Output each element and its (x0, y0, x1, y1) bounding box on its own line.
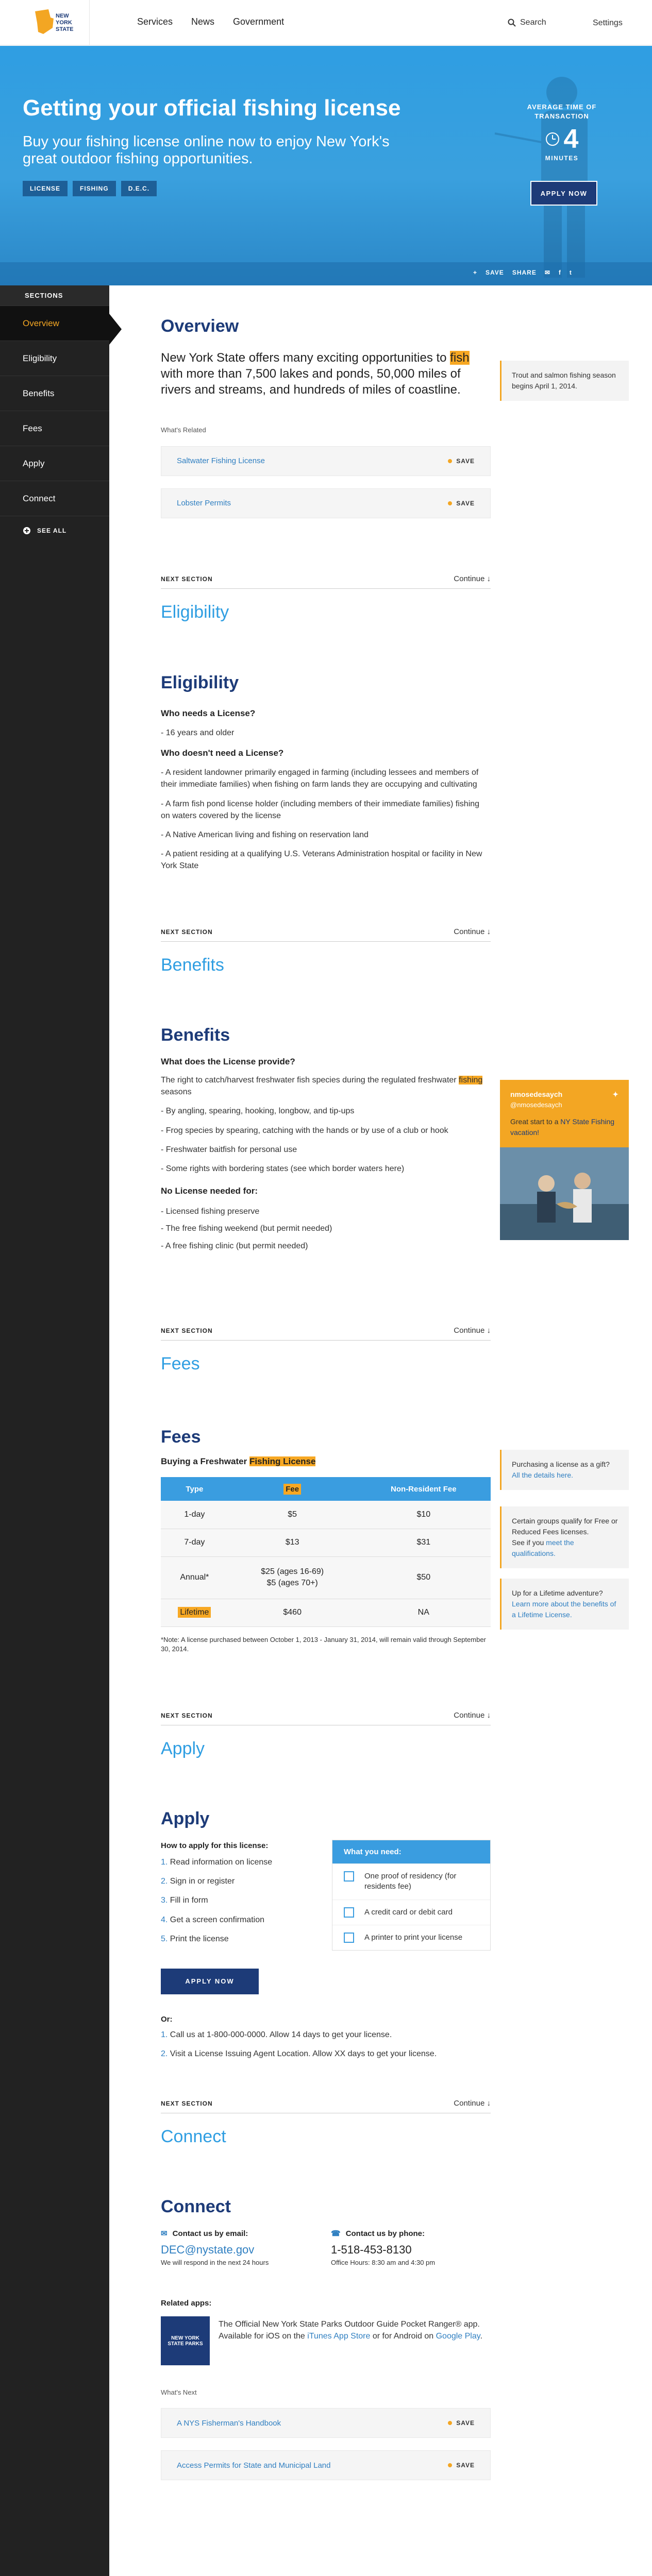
need-text: One proof of residency (for residents fee) (364, 1872, 457, 1891)
rail-note-qualifications (500, 1506, 629, 1568)
step-number: 2. (161, 2049, 170, 2059)
list-item: - A resident landowner primarily engaged in farming (including lessees and members of their immediate families) when fishing on farm lands they are occupying and cultivating (161, 768, 479, 789)
tweet-handle-at: @nmosedesaych (510, 1101, 562, 1109)
column-header (228, 1477, 357, 1501)
connect-title: Connect (161, 2197, 231, 2216)
apply-section (161, 1809, 491, 2067)
lead-highlight: fish (450, 351, 470, 365)
sidebar-item-overview[interactable]: Overview (0, 306, 109, 341)
search-button[interactable] (508, 14, 585, 31)
hero-title: Getting your official fishing license (23, 95, 401, 121)
step-text: Visit a License Issuing Agent Location. Allow XX days to get your license. (170, 2049, 437, 2059)
list-item-text: A resident landowner primarily engaged in farming (including lessees and members of their immediate families) when fishing on farm lands they are occupying and cultivating (161, 768, 479, 789)
continue-link[interactable]: Continue ↓ (454, 927, 491, 936)
svg-text:NEW: NEW (56, 13, 69, 19)
table-cell: $5 (228, 1501, 357, 1529)
step-number: 3. (161, 1896, 170, 1905)
next-section-title[interactable]: Benefits (161, 955, 224, 975)
need-text: A printer to print your license (364, 1933, 463, 1942)
fees-subtitle (161, 1456, 491, 1467)
overview-section (161, 316, 491, 518)
save-dot-icon (448, 2421, 452, 2425)
next-section-eligibility (161, 574, 491, 622)
step-number: 5. (161, 1934, 170, 1943)
hero-banner (0, 46, 652, 285)
list-item-text: The free fishing weekend (but permit needed) (165, 1224, 332, 1233)
save-label: SAVE (456, 2462, 475, 2469)
benefits-q1: What does the License provide? (161, 1057, 295, 1066)
benefits-list2 (161, 1206, 491, 1252)
contact-email (161, 2229, 315, 2266)
whats-next-label: What's Next (161, 2388, 197, 2396)
next-section-title[interactable]: Connect (161, 2127, 226, 2146)
tweet-handle[interactable]: nmosedesaych (510, 1090, 563, 1098)
table-cell: NA (357, 1599, 491, 1626)
save-dot-icon (448, 2463, 452, 2467)
table-row (161, 1556, 491, 1599)
hero-subtitle: Buy your fishing license online now to enjoy New York's great outdoor fishing opportunities. (23, 133, 390, 167)
continue-label: Continue (454, 1326, 485, 1335)
nav-news[interactable]: News (191, 16, 215, 27)
next-section-bar (161, 927, 491, 942)
step-number: 1. (161, 1858, 170, 1867)
continue-link[interactable]: Continue ↓ (454, 2099, 491, 2108)
avg-value: 4 (563, 124, 579, 155)
eligibility-q1: Who needs a License? (161, 708, 256, 718)
step-number: 4. (161, 1915, 170, 1924)
section-sidebar (0, 285, 109, 2576)
table-cell: $460 (228, 1599, 357, 1626)
save-link[interactable] (448, 457, 475, 465)
hero-tags (23, 181, 157, 196)
next-section-label: NEXT SECTION (161, 1711, 213, 1719)
need-text: A credit card or debit card (364, 1907, 453, 1917)
tweet-link[interactable]: NY State Fishing vacation! (510, 1117, 615, 1137)
step-text: Call us at 1-800-000-0000. Allow 14 days to get your license. (170, 2030, 392, 2039)
list-item: - Some rights with bordering states (see which border waters here) (161, 1164, 405, 1173)
related-label: What's Related (161, 426, 206, 434)
share-label: SHARE (512, 269, 537, 276)
rail-note-text2: See if you (512, 1538, 546, 1547)
twitter-card (500, 1080, 629, 1278)
rail-note-text: Up for a Lifetime adventure? (512, 1589, 603, 1597)
rail-note-link[interactable]: All the details here. (512, 1471, 574, 1479)
continue-label: Continue (454, 927, 485, 936)
share-row (473, 269, 572, 276)
email-share-icon[interactable]: ✉ (544, 269, 550, 276)
sidebar-item-benefits[interactable]: Benefits (0, 376, 109, 411)
related-card[interactable] (161, 2450, 491, 2480)
apply-now-button[interactable]: APPLY NOW (161, 1969, 259, 1994)
google-play-link[interactable]: Google Play (436, 2332, 480, 2341)
avg-unit: MINUTES (545, 155, 579, 162)
continue-label: Continue (454, 2099, 485, 2108)
next-section-title[interactable]: Eligibility (161, 602, 229, 622)
nys-logo-icon (33, 7, 79, 38)
sidebar-item-eligibility[interactable]: Eligibility (0, 341, 109, 376)
table-cell: $50 (357, 1556, 491, 1599)
list-item: - Freshwater baitfish for personal use (161, 1145, 297, 1154)
step-item (161, 2029, 491, 2041)
top-header (0, 0, 652, 45)
overview-title: Overview (161, 316, 239, 336)
table-cell: 7-day (161, 1529, 228, 1556)
continue-label: Continue (454, 574, 485, 583)
rail-note-link[interactable]: meet the qualifications. (512, 1538, 574, 1557)
list-item-text: A patient residing at a qualifying U.S. Veterans Administration hospital or facility in New York State (161, 850, 482, 871)
credit-card-icon (344, 1907, 354, 1918)
nav-services[interactable]: Services (137, 16, 173, 27)
next-section-fees (161, 1326, 491, 1374)
table-cell: $31 (357, 1529, 491, 1556)
list-item: - A patient residing at a qualifying U.S. Veterans Administration hospital or facility in New York State (161, 850, 482, 871)
table-header-row (161, 1477, 491, 1501)
svg-text:STATE: STATE (56, 26, 74, 32)
what-you-need-title: What you need: (332, 1840, 490, 1863)
benefits-section (161, 1025, 491, 1257)
twitter-icon[interactable]: ✦ (612, 1090, 618, 1098)
search-label: Search (520, 18, 546, 27)
next-section-bar (161, 574, 491, 589)
related-link[interactable]: A NYS Fisherman's Handbook (177, 2418, 281, 2428)
what-you-need-box (332, 1840, 491, 1951)
email-link[interactable]: DEC@nystate.gov (161, 2243, 255, 2256)
step-text: Get a screen confirmation (170, 1915, 264, 1924)
hero-apply-button[interactable]: APPLY NOW (530, 181, 597, 206)
table-cell: 1-day (161, 1501, 228, 1529)
next-section-connect (161, 2099, 491, 2147)
save-dot-icon (448, 501, 452, 505)
main-nav (137, 16, 284, 27)
next-section-title[interactable]: Fees (161, 1354, 200, 1374)
fishing-photo[interactable] (500, 1147, 629, 1240)
related-card[interactable] (161, 488, 491, 518)
avg-transaction (521, 103, 603, 162)
next-section-bar (161, 1711, 491, 1725)
apply-how-label: How to apply for this license: (161, 1841, 269, 1850)
need-item (332, 1925, 490, 1950)
related-link[interactable]: Access Permits for State and Municipal Land (177, 2461, 331, 2470)
benefits-intro (161, 1074, 491, 1098)
continue-link[interactable]: Continue ↓ (454, 1711, 491, 1720)
fees-footnote: *Note: A license purchased between October 1, 2013 - January 31, 2014, will remain valid through September 30, 2014. (161, 1635, 486, 1653)
related-link[interactable]: Lobster Permits (177, 499, 231, 508)
tag-fishing[interactable]: FISHING (73, 181, 116, 196)
eligibility-list2 (161, 767, 491, 872)
save-link[interactable] (448, 2462, 475, 2469)
see-all-label: SEE ALL (37, 527, 67, 534)
tweet-text (510, 1116, 618, 1138)
table-cell: $13 (228, 1529, 357, 1556)
phone-heading (331, 2229, 491, 2238)
table-row (161, 1529, 491, 1556)
see-all-button[interactable] (0, 516, 109, 545)
avg-label: AVERAGE TIME OF TRANSACTION (527, 103, 597, 120)
next-section-benefits (161, 927, 491, 975)
step-text: Print the license (170, 1934, 229, 1943)
save-link[interactable] (448, 500, 475, 507)
rail-note-link[interactable]: Learn more about the benefits of a Lifetime License. (512, 1600, 616, 1619)
lead-text: New York State offers many exciting opportunities to (161, 351, 450, 365)
fisherman-image (484, 61, 629, 283)
season-note: Trout and salmon fishing season begins April 1, 2014. (500, 361, 629, 401)
step-text: Fill in form (170, 1896, 208, 1905)
tweet-box (500, 1080, 629, 1147)
search-icon (508, 19, 516, 27)
next-section-bar (161, 2099, 491, 2113)
apply-alt-steps (161, 2029, 491, 2060)
eligibility-q2: Who doesn't need a License? (161, 748, 284, 758)
related-apps-label: Related apps: (161, 2299, 212, 2308)
related-card[interactable] (161, 2408, 491, 2438)
list-item-text: Freshwater baitfish for personal use (165, 1145, 297, 1154)
tweet-text-span: Great start to a (510, 1117, 561, 1126)
save-link[interactable]: SAVE (486, 269, 504, 276)
save-label: SAVE (456, 2419, 475, 2427)
fees-subtitle-text: Buying a Freshwater (161, 1456, 249, 1466)
list-item: - A Native American living and fishing on reservation land (161, 830, 369, 839)
fees-table (161, 1477, 491, 1627)
avg-value-row (521, 124, 603, 155)
intro-text-rest: seasons (161, 1088, 192, 1097)
app-text-end: . (480, 2332, 483, 2341)
continue-label: Continue (454, 1711, 485, 1720)
need-item (332, 1900, 490, 1925)
twitter-icon[interactable]: t (569, 269, 572, 276)
tweet-header (510, 1089, 618, 1100)
whats-next-list (161, 2408, 491, 2480)
tag-dec[interactable]: D.E.C. (121, 181, 157, 196)
related-list (161, 446, 491, 518)
list-item-text: A free fishing clinic (but permit needed) (165, 1241, 308, 1250)
save-dot-icon (448, 459, 452, 463)
clock-icon (545, 132, 560, 146)
list-item: - 16 years and older (161, 728, 235, 737)
nys-logo[interactable] (33, 0, 90, 45)
table-cell: $10 (357, 1501, 491, 1529)
facebook-icon[interactable]: f (558, 269, 561, 276)
list-item-text: By angling, spearing, hooking, longbow, and tip-ups (165, 1107, 355, 1116)
table-cell (161, 1599, 228, 1626)
table-cell: $25 (ages 16-69) $5 (ages 70+) (228, 1556, 357, 1599)
plus-icon: + (473, 269, 478, 276)
sidebar-item-fees[interactable]: Fees (0, 411, 109, 446)
table-row (161, 1501, 491, 1529)
step-number: 2. (161, 1877, 170, 1886)
apply-title: Apply (161, 1809, 210, 1828)
benefits-list1 (161, 1105, 491, 1175)
list-item: - A farm fish pond license holder (including members of their immediate families) fishing on waters covered by the license (161, 799, 480, 820)
list-item: - By angling, spearing, hooking, longbow, and tip-ups (161, 1107, 355, 1116)
next-section-bar (161, 1326, 491, 1341)
list-item: - A free fishing clinic (but permit needed) (161, 1241, 308, 1250)
fees-section (161, 1427, 491, 1654)
app-text: The Official New York State Parks Outdoor Guide Pocket Ranger® app. Available for iOS on the (219, 2320, 480, 2341)
next-section-label: NEXT SECTION (161, 1327, 213, 1334)
list-item-text: Frog species by spearing, catching with the hands or by use of a club or hook (165, 1126, 448, 1135)
column-header: Non-Resident Fee (357, 1477, 491, 1501)
sidebar-item-connect[interactable]: Connect (0, 481, 109, 516)
step-item (161, 2048, 491, 2060)
nav-government[interactable]: Government (233, 16, 285, 27)
svg-text:YORK: YORK (56, 20, 72, 26)
table-cell-highlight: Lifetime (178, 1607, 211, 1618)
eligibility-list1 (161, 727, 491, 739)
related-card[interactable] (161, 446, 491, 476)
continue-link[interactable]: Continue ↓ (454, 1326, 491, 1335)
email-label: Contact us by email: (172, 2229, 248, 2238)
step-text: Read information on license (170, 1858, 273, 1867)
rail-note-text: Certain groups qualify for Free or Reduced Fees licenses. (512, 1517, 618, 1536)
related-link[interactable]: Saltwater Fishing License (177, 456, 265, 466)
document-icon (344, 1871, 354, 1882)
benefits-title: Benefits (161, 1025, 230, 1045)
contact-phone (331, 2229, 491, 2266)
list-item-text: A Native American living and fishing on reservation land (165, 830, 369, 839)
sidebar-heading: SECTIONS (0, 285, 109, 306)
list-item: - Frog species by spearing, catching with the hands or by use of a club or hook (161, 1126, 448, 1135)
app-text-mid: or for Android on (370, 2332, 436, 2341)
rail-note-gift (500, 1450, 629, 1490)
list-item-text: Some rights with bordering states (see which border waters here) (165, 1164, 405, 1173)
eligibility-section (161, 673, 491, 879)
column-header: Type (161, 1477, 228, 1501)
overview-lead (161, 350, 491, 398)
need-item (332, 1863, 490, 1900)
phone-icon: ☎ (331, 2229, 341, 2238)
save-link[interactable] (448, 2419, 475, 2427)
next-section-label: NEXT SECTION (161, 928, 213, 936)
benefits-q2: No License needed for: (161, 1186, 258, 1196)
next-section-label: NEXT SECTION (161, 2099, 213, 2107)
email-heading (161, 2229, 315, 2238)
continue-link[interactable]: Continue ↓ (454, 574, 491, 583)
lead-text-rest: with more than 7,500 lakes and ponds, 50,000 miles of rivers and streams, and hundreds of miles of coastline. (161, 367, 461, 397)
printer-icon (344, 1933, 354, 1943)
apply-or: Or: (161, 2014, 173, 2024)
table-row (161, 1599, 491, 1626)
list-item-text: Licensed fishing preserve (165, 1207, 260, 1216)
itunes-link[interactable]: iTunes App Store (307, 2332, 371, 2341)
next-section-title[interactable]: Apply (161, 1739, 205, 1758)
intro-highlight: fishing (459, 1076, 483, 1084)
phone-note: Office Hours: 8:30 am and 4:30 pm (331, 2259, 436, 2266)
phone-number[interactable]: 1-518-453-8130 (331, 2243, 412, 2256)
save-label: SAVE (456, 457, 475, 465)
sidebar-item-apply[interactable]: Apply (0, 446, 109, 481)
next-section-apply (161, 1711, 491, 1759)
phone-label: Contact us by phone: (345, 2229, 425, 2238)
next-section-label: NEXT SECTION (161, 575, 213, 583)
email-icon: ✉ (161, 2229, 168, 2238)
eligibility-title: Eligibility (161, 673, 239, 692)
app-description (219, 2318, 487, 2342)
list-item-text: A farm fish pond license holder (including members of their immediate families) fishing on waters covered by the license (161, 799, 480, 820)
save-label: SAVE (456, 499, 475, 507)
list-item-text: 16 years and older (165, 728, 235, 737)
fees-title: Fees (161, 1427, 201, 1447)
connect-section (161, 2197, 491, 2470)
intro-text: The right to catch/harvest freshwater fish species during the regulated freshwater (161, 1076, 459, 1084)
list-item: - Licensed fishing preserve (161, 1207, 260, 1216)
list-item: - The free fishing weekend (but permit needed) (161, 1224, 332, 1233)
rail-note-lifetime (500, 1579, 629, 1630)
column-header-highlight: Fee (283, 1484, 301, 1495)
app-icon[interactable] (161, 2316, 210, 2365)
table-cell: Annual* (161, 1556, 228, 1599)
plus-circle-icon (23, 527, 31, 535)
rail-note-text: Purchasing a license as a gift? (512, 1460, 610, 1468)
step-number: 1. (161, 2030, 170, 2039)
fees-subtitle-highlight: Fishing License (249, 1456, 316, 1466)
active-section-arrow (109, 314, 122, 345)
settings-link[interactable]: Settings (593, 19, 623, 27)
app-icon-lettering: NEW YORK STATE PARKS (168, 2335, 203, 2347)
step-text: Sign in or register (170, 1877, 235, 1886)
tag-license[interactable]: LICENSE (23, 181, 68, 196)
email-note: We will respond in the next 24 hours (161, 2259, 269, 2266)
